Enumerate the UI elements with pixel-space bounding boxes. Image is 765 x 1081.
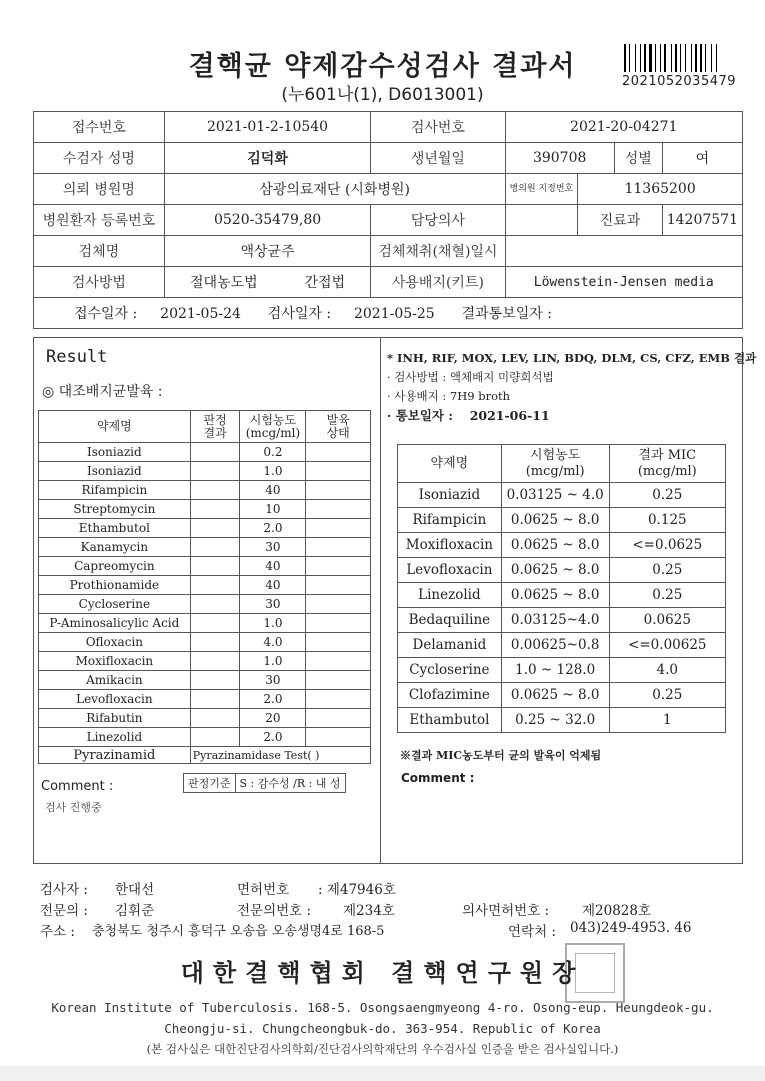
col-judge-header: 판정 결과 [190,411,240,443]
criteria-box [183,773,346,793]
judge-cell [190,481,240,500]
liquid-method-note: · 검사방법 : 액체배지 미량희석법 [387,370,554,384]
barcode-bar [629,44,630,72]
barcode-bar [660,44,661,72]
growth-cell [306,709,371,728]
mic-table [397,444,726,733]
collect-date-label: 검체채취(채혈)일시 [371,236,505,267]
conc-cell: 0.2 [240,443,306,462]
mic-drug-cell: Delamanid [398,633,502,658]
judge-cell [190,671,240,690]
barcode-bar [713,44,715,72]
mic-drug-cell: Isoniazid [398,483,502,508]
barcode-bar [657,44,659,72]
drug-cell: Isoniazid [39,462,191,481]
dates-row [34,298,743,329]
mic-conc-cell: 0.0625 ~ 8.0 [501,583,609,608]
growth-cell [306,728,371,747]
growth-cell [306,595,371,614]
received-date: 2021-05-24 [160,306,241,322]
mic-drug-cell: Ethambutol [398,708,502,733]
conc-cell: 2.0 [240,728,306,747]
drug-cell: Ethambutol [39,519,191,538]
mic-result-cell: <=0.0625 [609,533,725,558]
col-conc-header: 시험농도 (mcg/ml) [240,411,306,443]
method-absolute: 절대농도법 [190,275,258,291]
table-row [398,608,726,633]
barcode-bar [664,44,666,72]
table-row [398,658,726,683]
barcode-bar [700,44,702,72]
address-value: 충청북도 청주시 흥덕구 오송읍 오송생명4로 168-5 [92,924,385,939]
conc-cell: 40 [240,557,306,576]
barcode-bar [716,44,717,72]
institute-address-en-2: Cheongju-si. Chungcheongbuk-do. 363-954. Republic of Korea [164,1021,601,1036]
document-subtitle: (누601나(1), D6013001) [281,85,484,105]
barcode-bar [680,44,681,72]
mic-conc-cell: 0.0625 ~ 8.0 [501,683,609,708]
specimen-value: 액상균주 [164,236,371,267]
table-row [398,533,726,558]
table-row [398,508,726,533]
table-row [398,683,726,708]
growth-cell [306,538,371,557]
hospital-code-value: 11365200 [578,174,743,205]
barcode-bar [631,44,634,72]
judge-cell [190,443,240,462]
doctor-license-label: 의사면허번호 : [462,903,550,919]
judge-cell [190,633,240,652]
mic-col-conc-header: 시험농도 (mcg/ml) [501,445,609,483]
barcode-bar [687,44,690,72]
specialist-label: 전문의 : [40,903,88,919]
judge-cell [190,557,240,576]
specialist-name: 김휘준 [115,903,155,919]
barcode-bar [640,44,641,72]
mic-drug-cell: Moxifloxacin [398,533,502,558]
doctor-label: 담당의사 [371,205,505,236]
right-comment-label: Comment : [401,771,475,785]
table-row [39,728,371,747]
mic-note: ※결과 MIC농도부터 균의 발육이 억제됨 [400,749,602,762]
report-date-note [387,406,756,425]
growth-cell [306,500,371,519]
contact-label: 연락처 : [508,924,556,940]
growth-cell [306,557,371,576]
hospital-code-label: 병의원 지정번호 [505,174,578,205]
birth-label: 생년월일 [371,143,505,174]
registration-no-label: 병원환자 등록번호 [34,205,165,236]
barcode-number: 2021052035479 [622,74,737,89]
patient-name-value: 김덕화 [164,143,371,174]
drug-cell: Prothionamide [39,576,191,595]
drug-cell: P-Aminosalicylic Acid [39,614,191,633]
medium-value: Löwenstein-Jensen media [505,267,742,298]
method-indirect: 간접법 [304,275,346,291]
conc-cell: 30 [240,595,306,614]
conc-cell: 30 [240,538,306,557]
sex-label: 성별 [614,143,662,174]
table-row [39,690,371,709]
document-title: 결핵균 약제감수성검사 결과서 [188,51,577,82]
barcode-bar [711,44,712,72]
drug-cell: Isoniazid [39,443,191,462]
growth-cell [306,443,371,462]
barcode-bar [707,44,710,72]
growth-cell [306,633,371,652]
table-row [39,576,371,595]
growth-cell [306,614,371,633]
conc-cell: 30 [240,671,306,690]
barcode-bar [637,44,639,72]
barcode-bar [685,44,686,72]
table-row [39,652,371,671]
drug-cell: Cycloserine [39,595,191,614]
mic-result-cell: 0.0625 [609,608,725,633]
table-row [39,671,371,690]
test-no-label: 검사번호 [371,112,505,143]
barcode-bar [691,44,692,72]
judge-cell [190,462,240,481]
table-row [39,538,371,557]
judge-cell [190,576,240,595]
drug-cell: Kanamycin [39,538,191,557]
reported-label: 결과통보일자 : [461,306,552,322]
mic-result-cell: 0.25 [609,558,725,583]
pyrazinamidase-test: Pyrazinamidase Test( ) [190,747,370,764]
patient-info-table [33,111,743,329]
table-row [39,481,371,500]
growth-cell [306,671,371,690]
drug-list-note: * INH, RIF, MOX, LEV, LIN, BDQ, DLM, CS, CFZ, EMB 결과 [387,351,757,365]
mic-result-cell: <=0.00625 [609,633,725,658]
result-heading: Result [46,347,108,367]
patient-name-label: 수검자 성명 [34,143,165,174]
doctor-value [505,205,578,236]
mic-conc-cell: 0.25 ~ 32.0 [501,708,609,733]
mic-drug-cell: Linezolid [398,583,502,608]
mic-result-cell: 4.0 [609,658,725,683]
conc-cell: 2.0 [240,519,306,538]
hospital-value: 삼광의료재단 (시화병원) [164,174,505,205]
mic-conc-cell: 0.00625~0.8 [501,633,609,658]
conc-cell: 20 [240,709,306,728]
tested-label: 검사일자 : [267,306,332,322]
barcode-bar [693,44,694,72]
mic-conc-cell: 0.0625 ~ 8.0 [501,533,609,558]
criteria-label: 판정기준 [184,774,236,793]
table-row [398,483,726,508]
judge-cell [190,538,240,557]
conc-cell: 1.0 [240,652,306,671]
barcode-bar [655,44,656,72]
drug-cell: Rifampicin [39,481,191,500]
growth-cell [306,576,371,595]
barcode-bar [695,44,697,72]
table-row [39,500,371,519]
judge-cell [190,709,240,728]
method-label: 검사방법 [34,267,165,298]
broth-note: · 사용배지 : 7H9 broth [387,389,511,403]
tester-label: 검사자 : [40,882,88,898]
birth-value: 390708 [505,143,614,174]
barcode-bar [673,44,674,72]
mic-result-cell: 0.25 [609,583,725,608]
sex-value: 여 [662,143,742,174]
mic-drug-cell: Rifampicin [398,508,502,533]
table-row [398,633,726,658]
report-date-label: · 통보일자 : [387,408,453,423]
drug-cell: Linezolid [39,728,191,747]
table-row [39,614,371,633]
drug-cell: Streptomycin [39,500,191,519]
certification-note: (본 검사실은 대한진단검사의학회/진단검사의학재단의 우수검사실 인증을 받은 검사실입니다.) [146,1042,619,1056]
barcode-bar [675,44,677,72]
table-row [398,708,726,733]
judge-cell [190,728,240,747]
drug-cell: Amikacin [39,671,191,690]
pyrazinamid-drug: Pyrazinamid [39,747,191,764]
liquid-media-notes [387,349,756,425]
tester-name: 한대선 [115,882,155,898]
drug-cell: Capreomycin [39,557,191,576]
barcode-bar [682,44,684,72]
judge-cell [190,690,240,709]
mic-col-drug-header: 약제명 [398,445,502,483]
barcode-bar [642,44,643,72]
mic-conc-cell: 1.0 ~ 128.0 [501,658,609,683]
drug-cell: Moxifloxacin [39,652,191,671]
barcode-bar [667,44,670,72]
barcode-bar [644,44,646,72]
conc-cell: 1.0 [240,614,306,633]
barcode-bar [705,44,706,72]
conc-cell: 4.0 [240,633,306,652]
table-row [39,595,371,614]
mic-conc-cell: 0.0625 ~ 8.0 [501,558,609,583]
barcode-bar [703,44,704,72]
mic-conc-cell: 0.0625 ~ 8.0 [501,508,609,533]
specimen-label: 검체명 [34,236,165,267]
department-label: 진료과 [578,205,662,236]
conc-cell: 10 [240,500,306,519]
table-row [39,557,371,576]
department-value: 14207571 [662,205,742,236]
col-drug-header: 약제명 [39,411,191,443]
barcode-bar [653,44,654,72]
barcode-graphic [624,44,736,72]
barcode-bar [671,44,672,72]
specialist-no: 제234호 [343,903,395,919]
barcode-bar [662,44,663,72]
judge-cell [190,614,240,633]
mic-conc-cell: 0.03125 ~ 4.0 [501,483,609,508]
table-row [39,443,371,462]
criteria-value: S : 감수성 /R : 내 성 [235,774,345,793]
test-no-value: 2021-20-04271 [505,112,742,143]
reception-no-label: 접수번호 [34,112,165,143]
drug-cell: Ofloxacin [39,633,191,652]
control-culture-label: ◎ 대조배지균발육 : [42,384,163,400]
barcode-bar [649,44,652,72]
mic-result-cell: 0.25 [609,683,725,708]
col-growth-header: 발육 상태 [306,411,371,443]
mic-drug-cell: Clofazimine [398,683,502,708]
mic-result-cell: 0.25 [609,483,725,508]
solid-media-table [38,410,371,764]
barcode-bar [678,44,679,72]
barcode-bar [698,44,699,72]
mic-drug-cell: Levofloxacin [398,558,502,583]
barcode-bar [624,44,626,72]
mic-col-result-header: 결과 MIC (mcg/ml) [609,445,725,483]
judge-cell [190,500,240,519]
barcode-bar [627,44,628,72]
drug-cell: Rifabutin [39,709,191,728]
judge-cell [190,595,240,614]
growth-cell [306,690,371,709]
mic-conc-cell: 0.03125~4.0 [501,608,609,633]
conc-cell: 40 [240,481,306,500]
results-divider [380,338,381,863]
received-label: 접수일자 : [74,306,138,322]
method-value [164,267,371,298]
registration-no-value: 0520-35479,80 [164,205,371,236]
conc-cell: 2.0 [240,690,306,709]
conc-cell: 1.0 [240,462,306,481]
table-row [39,462,371,481]
growth-cell [306,462,371,481]
table-row [39,519,371,538]
address-label: 주소 : [40,924,75,940]
table-row [398,583,726,608]
growth-cell [306,519,371,538]
specialist-no-label: 전문의번호 : [237,903,312,919]
medium-label: 사용배지(키트) [371,267,505,298]
doctor-license: 제20828호 [582,903,652,919]
mic-drug-cell: Bedaquiline [398,608,502,633]
hospital-label: 의뢰 병원명 [34,174,165,205]
contact-value: 043)249-4953. 46 [570,920,692,936]
table-row [398,558,726,583]
tested-date: 2021-05-25 [353,306,435,322]
drug-cell: Levofloxacin [39,690,191,709]
barcode-bar [647,44,648,72]
mic-result-cell: 0.125 [609,508,725,533]
collect-date-value [505,236,742,267]
judge-cell [190,519,240,538]
table-row [39,633,371,652]
in-progress-note: 검사 진행중 [45,801,102,814]
reception-no-value: 2021-01-2-10540 [164,112,371,143]
growth-cell [306,481,371,500]
mic-drug-cell: Cycloserine [398,658,502,683]
license-label: 면허번호 [237,882,290,898]
growth-cell [306,652,371,671]
barcode-bar [635,44,636,72]
license-number: : 제47946호 [318,882,396,898]
conc-cell: 40 [240,576,306,595]
judge-cell [190,652,240,671]
page-bottom-edge [0,1066,765,1081]
left-comment-label: Comment : [41,779,114,794]
institute-name-kr: 대한결핵협회 결핵연구원장 [180,958,585,987]
mic-result-cell: 1 [609,708,725,733]
table-row [39,709,371,728]
institute-address-en-1: Korean Institute of Tuberculosis. 168-5. Osongsaengmyeong 4-ro. Osong-eup. Heungdeok-gu. [51,1000,714,1015]
report-date-value: 2021-06-11 [469,408,550,423]
